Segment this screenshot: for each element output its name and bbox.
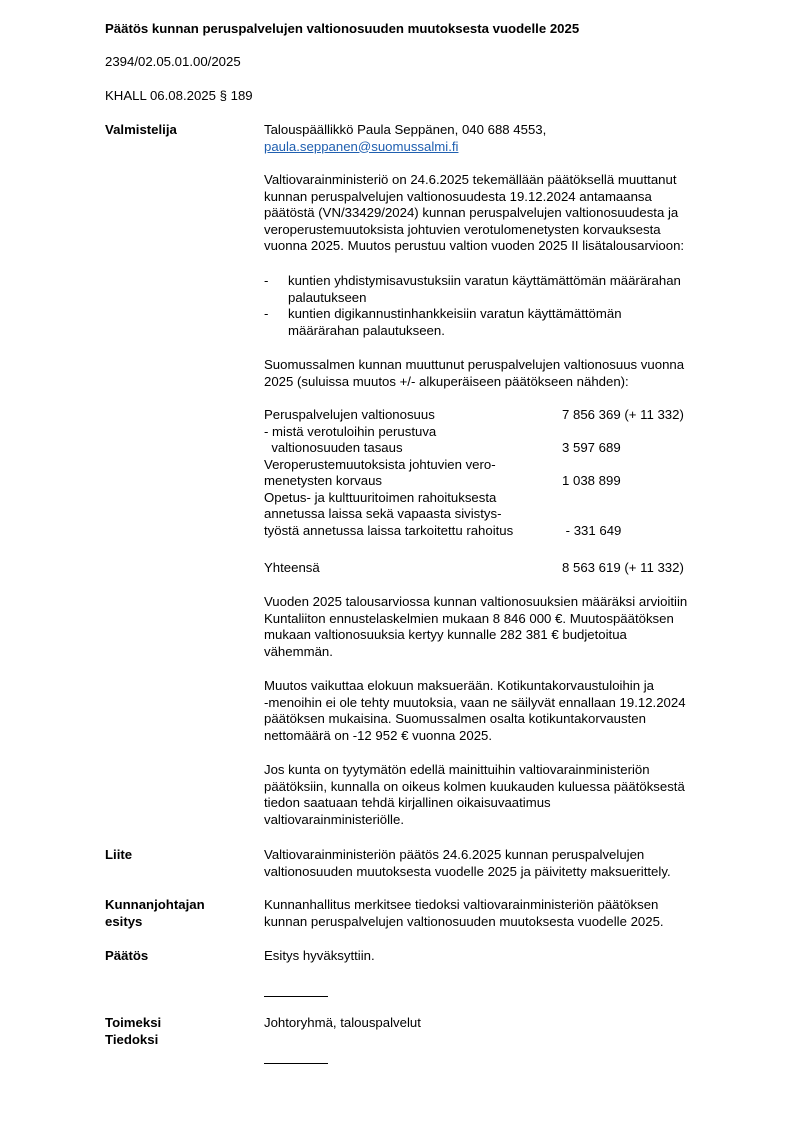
attachment-description	[264, 847, 744, 880]
list-item-line: palautukseen	[288, 289, 367, 305]
paragraph-line: tiedon saatuaan tehdä kirjallinen oikaisuvaatimus	[264, 795, 551, 810]
decision-summary-paragraph	[264, 172, 744, 255]
paragraph-line: vähemmän.	[264, 643, 333, 659]
table-cell-amount: 1 038 899	[562, 473, 621, 488]
table-row	[264, 424, 744, 441]
separator-line	[264, 1063, 328, 1064]
meeting-reference: KHALL 06.08.2025 § 189	[105, 88, 253, 103]
paragraph-line: Jos kunta on tyytymätön edellä mainittuihin valtiovarainministeriön	[264, 762, 650, 777]
list-item	[264, 306, 744, 339]
total-label: Yhteensä	[264, 560, 320, 575]
list-dash: -	[264, 273, 269, 288]
list-item-line: kuntien yhdistymisavustuksiin varatun käyttämättömän määrärahan	[288, 273, 681, 288]
label-line: Toimeksi	[105, 1015, 162, 1030]
liite-label: Liite	[105, 847, 133, 862]
paragraph-line: kunnan peruspalvelujen valtionosuudesta 19.12.2024 antamaansa	[264, 188, 652, 204]
table-cell-label: Veroperustemuutoksista johtuvien vero-	[264, 456, 496, 472]
table-cell-label: menetysten korvaus	[264, 473, 383, 488]
table-row	[264, 490, 744, 507]
label-line: Kunnanjohtajan	[105, 897, 205, 912]
table-cell-label: Opetus- ja kulttuuritoimen rahoituksesta	[264, 489, 497, 505]
esitys-label	[105, 897, 205, 930]
total-amount: 8 563 619 (+ 11 332)	[562, 560, 684, 575]
paragraph-line: valtiovarainministeriölle.	[264, 811, 404, 827]
table-row	[264, 457, 744, 474]
appeal-paragraph	[264, 762, 744, 828]
valmistelija-label: Valmistelija	[105, 122, 177, 137]
label-line: Tiedoksi	[105, 1031, 159, 1047]
table-cell-amount: - 331 649	[562, 522, 622, 538]
table-cell-label: valtionosuuden tasaus	[264, 440, 403, 455]
table-row-total	[264, 560, 744, 577]
label-line: esitys	[105, 913, 143, 929]
paragraph-line: -menoihin ei ole tehty muutoksia, vaan ne säilyvät ennallaan 19.12.2024	[264, 694, 686, 710]
table-row	[264, 473, 744, 490]
list-item-line: kuntien digikannustinhankkeisiin varatun käyttämättömän	[288, 306, 622, 321]
table-cell-label: annetussa laissa sekä vapaasta sivistys-	[264, 506, 502, 521]
toimeksi-label	[105, 1015, 161, 1048]
paragraph-line: veroperustemuutoksista johtuvien verotulomenetysten korvauksesta	[264, 221, 661, 237]
paragraph-line: Valtiovarainministeriön päätös 24.6.2025 kunnan peruspalvelujen	[264, 847, 645, 862]
paragraph-line: Muutos vaikuttaa elokuun maksuerään. Kotikuntakorvaustuloihin ja	[264, 678, 654, 693]
list-dash: -	[264, 306, 269, 321]
table-cell-label: Peruspalvelujen valtionosuus	[264, 407, 435, 422]
table-cell-label: - mistä verotuloihin perustuva	[264, 423, 437, 439]
table-row	[264, 506, 744, 523]
decision-text: Esitys hyväksyttiin.	[264, 948, 375, 963]
state-aid-intro-paragraph	[264, 357, 744, 390]
paragraph-line: mukaan valtionosuuksia kertyy kunnalle 282 381 € budjetoitua	[264, 627, 627, 642]
mayor-proposal-text	[264, 897, 744, 930]
state-aid-total	[264, 560, 744, 577]
paragraph-line: valtionosuuden muutoksesta vuodelle 2025 ja päivitetty maksuerittely.	[264, 863, 671, 879]
table-row	[264, 523, 744, 540]
valmistelija-content	[264, 122, 744, 155]
paragraph-line: 2025 (suluissa muutos +/- alkuperäiseen päätökseen nähden):	[264, 373, 629, 389]
separator-line	[264, 996, 328, 997]
paragraph-line: Kuntaliiton ennustelaskelmien mukaan 8 846 000 €. Muutospäätöksen	[264, 610, 674, 626]
recipients-text: Johtoryhmä, talouspalvelut	[264, 1015, 421, 1030]
list-item-line: määrärahan palautukseen.	[288, 322, 445, 338]
payment-effect-paragraph	[264, 678, 744, 744]
paatos-label: Päätös	[105, 948, 149, 963]
diary-number: 2394/02.05.01.00/2025	[105, 54, 241, 69]
paragraph-line: päätöksiin, kunnalla on oikeus kolmen kuukauden kuluessa päätöksestä	[264, 778, 685, 794]
preparer-email-link[interactable]: paula.seppanen@suomussalmi.fi	[264, 138, 459, 154]
paragraph-line: päätöksen mukaisina. Suomussalmen osalta kotikuntakorvausten	[264, 711, 646, 726]
budget-comparison-paragraph	[264, 594, 744, 660]
preparer-contact: Talouspäällikkö Paula Seppänen, 040 688 4553,	[264, 122, 547, 137]
paragraph-line: päätöstä (VN/33429/2024) kunnan peruspalvelujen valtionosuudesta ja	[264, 205, 679, 220]
paragraph-line: kunnan peruspalvelujen valtionosuuden muutoksesta vuodelle 2025.	[264, 913, 664, 929]
paragraph-line: Suomussalmen kunnan muuttunut peruspalvelujen valtionosuus vuonna	[264, 357, 685, 372]
paragraph-line: Kunnanhallitus merkitsee tiedoksi valtiovarainministeriön päätöksen	[264, 897, 659, 912]
paragraph-line: vuonna 2025. Muutos perustuu valtion vuoden 2025 II lisätalousarvioon:	[264, 238, 685, 253]
paragraph-line: Vuoden 2025 talousarviossa kunnan valtionosuuksien määräksi arvioitiin	[264, 594, 688, 609]
table-cell-amount: 7 856 369 (+ 11 332)	[562, 407, 684, 422]
state-aid-table	[264, 407, 744, 539]
list-item	[264, 273, 744, 306]
table-row	[264, 407, 744, 424]
paragraph-line: nettomäärä on -12 952 € vuonna 2025.	[264, 727, 493, 743]
table-cell-label: työstä annetussa laissa tarkoitettu rahoitus	[264, 522, 514, 538]
bullet-list	[264, 273, 744, 339]
document-title: Päätös kunnan peruspalvelujen valtionosuuden muutoksesta vuodelle 2025	[105, 21, 580, 36]
paragraph-line: Valtiovarainministeriö on 24.6.2025 tekemällään päätöksellä muuttanut	[264, 172, 677, 187]
table-cell-amount: 3 597 689	[562, 440, 621, 455]
table-row	[264, 440, 744, 457]
